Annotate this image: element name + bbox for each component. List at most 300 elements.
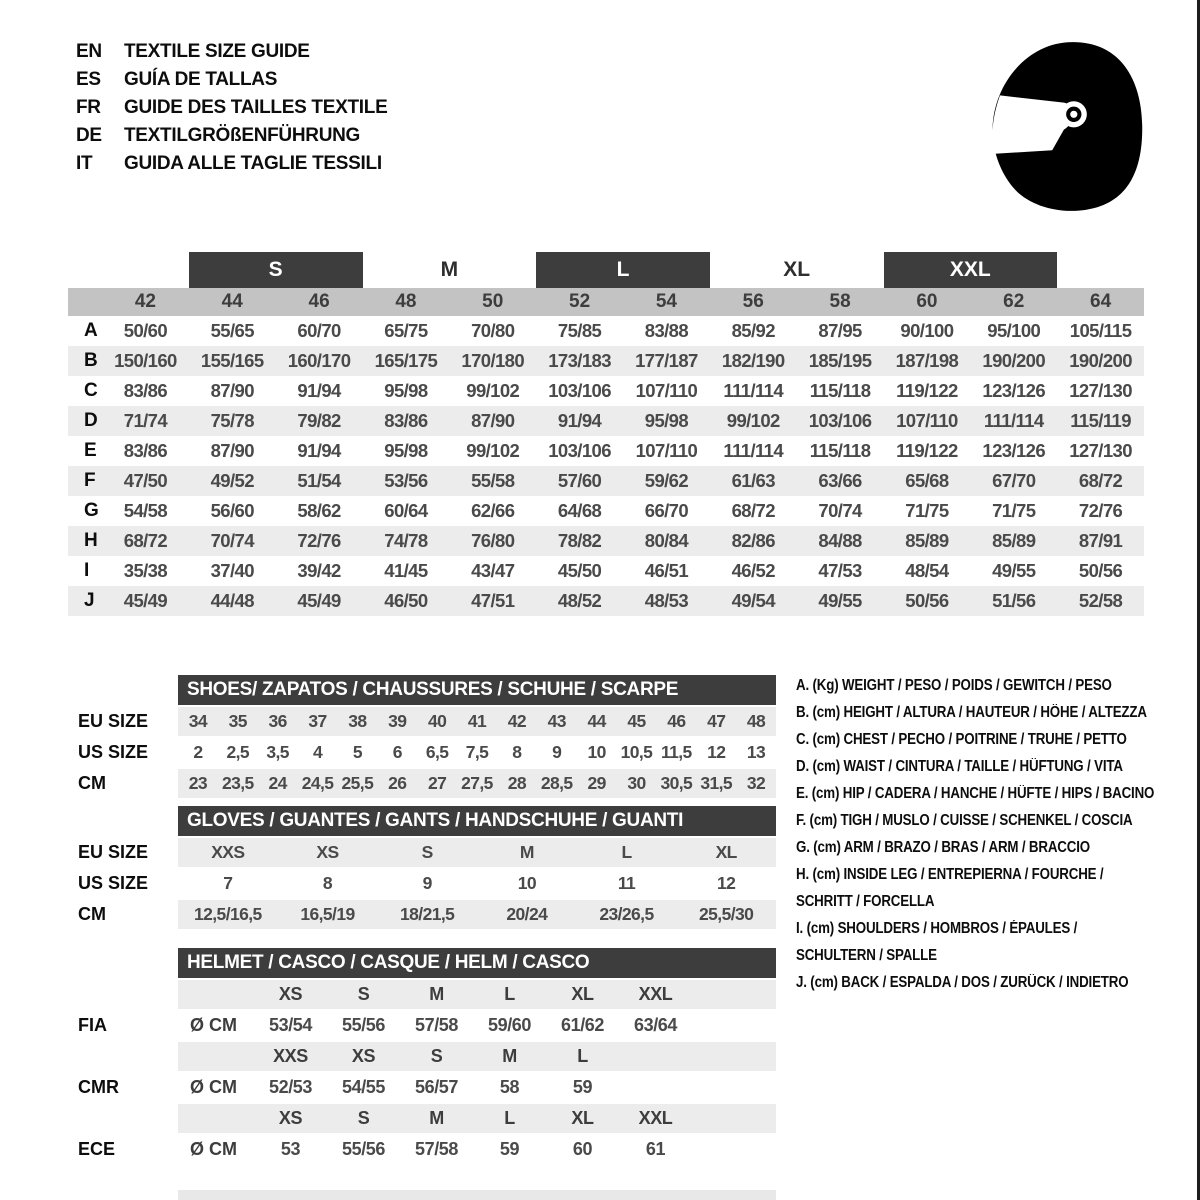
measurement-value: 173/183 — [548, 350, 611, 371]
shoes-table-title: SHOES/ ZAPATOS / CHAUSSURES / SCHUHE / SCARPE — [178, 675, 776, 705]
shoes-value: 26 — [388, 773, 407, 793]
measurement-value: 71/75 — [905, 500, 949, 521]
measurement-value: 87/90 — [210, 440, 254, 461]
size-number: 60 — [916, 291, 938, 312]
helmet-section — [68, 1104, 776, 1164]
measurement-value: 46/50 — [384, 590, 428, 611]
measurement-value: 91/94 — [297, 380, 341, 401]
size-number: 54 — [655, 291, 677, 312]
measurement-value: 49/55 — [818, 590, 862, 611]
shoes-row-values — [178, 707, 776, 736]
shoes-value: 23 — [188, 773, 208, 793]
gloves-value: XL — [715, 842, 737, 862]
measurement-value: 83/86 — [384, 410, 428, 431]
shoes-table — [68, 675, 776, 798]
helmet-values — [178, 1011, 776, 1040]
gloves-value: 11 — [617, 873, 636, 893]
legend-line: G. (cm) ARM / BRAZO / BRAS / ARM / BRACCIO — [796, 839, 1090, 856]
helmet-size-label: XS — [278, 984, 303, 1004]
language-list — [76, 38, 387, 178]
measurement-value: 68/72 — [731, 500, 775, 521]
measurement-value: 91/94 — [297, 440, 341, 461]
gloves-table — [68, 806, 776, 929]
measurement-value: 127/130 — [1069, 380, 1132, 401]
shoes-value: 29 — [587, 773, 606, 793]
measurement-value: 76/80 — [471, 530, 515, 551]
size-number-row — [68, 288, 1144, 316]
helmet-value: 57/58 — [414, 1139, 459, 1159]
gloves-row-label: US SIZE — [78, 873, 149, 893]
measurement-value: 48/54 — [905, 560, 949, 581]
shoes-value: 38 — [348, 711, 367, 731]
measurement-value: 107/110 — [635, 440, 698, 461]
measurement-values — [102, 316, 1144, 346]
shoes-value: 43 — [547, 711, 566, 731]
shoes-row-label: US SIZE — [78, 742, 149, 762]
helmet-value-row — [68, 1011, 776, 1040]
helmet-value: 60 — [572, 1139, 593, 1159]
language-row — [76, 66, 387, 94]
measurement-value: 127/130 — [1069, 440, 1132, 461]
measurement-value: 48/52 — [557, 590, 602, 611]
helmet-size-label: S — [430, 1046, 443, 1066]
shoes-value: 28 — [507, 773, 526, 793]
shoes-value: 39 — [388, 711, 407, 731]
shoes-row-values — [178, 738, 776, 767]
measurement-row-label: G — [84, 500, 99, 521]
measurement-legend — [796, 672, 1196, 996]
helmet-size-label: XXL — [638, 1108, 673, 1128]
measurement-value: 95/98 — [384, 380, 428, 401]
measurement-value: 50/56 — [1078, 560, 1123, 581]
helmet-size-label: XL — [571, 984, 594, 1004]
helmet-size-label: XXL — [638, 984, 673, 1004]
measurement-value: 50/60 — [123, 320, 168, 341]
measurement-values — [102, 466, 1144, 496]
shoes-value: 24 — [268, 773, 287, 793]
helmet-size-label: XL — [571, 1108, 594, 1128]
gloves-row — [68, 900, 776, 929]
shoes-rows — [68, 707, 776, 798]
measurement-values — [102, 376, 1144, 406]
helmet-unit-label: Ø CM — [190, 1015, 237, 1035]
shoes-value: 30,5 — [660, 773, 693, 793]
measurement-row-label: A — [84, 320, 98, 341]
gloves-value: S — [421, 842, 433, 862]
shoes-value: 2,5 — [226, 742, 250, 762]
measurement-value: 64/68 — [557, 500, 602, 521]
shoes-value: 3,5 — [266, 742, 289, 762]
size-number: 48 — [395, 291, 417, 312]
measurement-value: 47/53 — [818, 560, 862, 581]
measurement-value: 65/75 — [384, 320, 428, 341]
measurement-value: 43/47 — [471, 560, 515, 581]
measurement-row — [68, 526, 1144, 556]
gloves-row-label: EU SIZE — [78, 842, 149, 862]
measurement-value: 37/40 — [210, 560, 254, 581]
language-code: DE — [76, 125, 102, 146]
measurement-value: 105/115 — [1069, 320, 1132, 341]
measurement-value: 45/49 — [123, 590, 168, 611]
shoes-value: 9 — [552, 742, 562, 762]
shoes-value: 44 — [587, 711, 606, 731]
textile-size-table — [68, 252, 1144, 616]
measurement-value: 103/106 — [548, 440, 611, 461]
measurement-value: 44/48 — [210, 590, 254, 611]
helmet-section — [68, 980, 776, 1040]
shoes-value: 24,5 — [301, 773, 334, 793]
helmet-unit-spacer — [178, 1104, 254, 1133]
shoes-value: 31,5 — [700, 773, 733, 793]
language-row — [76, 94, 387, 122]
measurement-value: 91/94 — [557, 410, 602, 431]
gloves-row — [68, 869, 776, 898]
measurement-row — [68, 556, 1144, 586]
gloves-row-values — [178, 838, 776, 867]
helmet-size-label: XXS — [273, 1046, 308, 1066]
size-number: 64 — [1090, 291, 1112, 312]
measurement-value: 87/95 — [818, 320, 862, 341]
helmet-value: 57/58 — [414, 1015, 459, 1035]
measurement-value: 35/38 — [123, 560, 168, 581]
helmet-value-row — [68, 1073, 776, 1102]
measurement-value: 49/54 — [731, 590, 775, 611]
measurement-value: 53/56 — [384, 470, 428, 491]
measurement-value: 95/100 — [987, 320, 1041, 341]
legend-line: A. (Kg) WEIGHT / PESO / POIDS / GEWITCH / PESO — [796, 677, 1112, 694]
measurement-value: 111/114 — [983, 410, 1044, 431]
shoes-value: 47 — [707, 711, 726, 731]
measurement-value: 78/82 — [557, 530, 602, 551]
measurement-row — [68, 376, 1144, 406]
measurement-row-label: I — [84, 560, 90, 581]
measurement-row-label: B — [84, 350, 98, 371]
language-title: GUÍA DE TALLAS — [124, 69, 278, 90]
measurement-value: 90/100 — [900, 320, 954, 341]
helmet-size-label: M — [429, 1108, 444, 1128]
measurement-value: 115/118 — [809, 440, 871, 461]
measurement-value: 60/70 — [297, 320, 341, 341]
measurement-value: 75/85 — [557, 320, 602, 341]
size-number: 62 — [1003, 291, 1025, 312]
measurement-value: 56/60 — [210, 500, 254, 521]
helmet-unit-spacer — [178, 980, 254, 1009]
helmet-size-header-row — [68, 1042, 776, 1071]
measurement-value: 63/66 — [818, 470, 862, 491]
shoes-value: 7,5 — [465, 742, 489, 762]
measurement-row-label: J — [84, 590, 95, 611]
measurement-value: 119/122 — [896, 380, 958, 401]
shoes-value: 37 — [308, 711, 327, 731]
measurement-values — [102, 526, 1144, 556]
measurement-value: 87/90 — [471, 410, 515, 431]
measurement-value: 59/62 — [644, 470, 689, 491]
shoes-row-label: EU SIZE — [78, 711, 149, 731]
legend-line: C. (cm) CHEST / PECHO / POITRINE / TRUHE / PETTO — [796, 731, 1127, 748]
shoes-value: 11,5 — [660, 742, 692, 762]
helmet-value: 56/57 — [414, 1077, 459, 1097]
helmet-value: 61/62 — [560, 1015, 605, 1035]
measurement-row — [68, 346, 1144, 376]
measurement-value: 85/89 — [992, 530, 1036, 551]
gloves-table-title: GLOVES / GUANTES / GANTS / HANDSCHUHE / GUANTI — [178, 806, 776, 836]
measurement-value: 60/64 — [384, 500, 428, 521]
legend-line: H. (cm) INSIDE LEG / ENTREPIERNA / FOURCHE / — [796, 866, 1104, 883]
racing-helmet-icon — [973, 30, 1171, 222]
measurement-value: 182/190 — [721, 350, 785, 371]
gloves-row-label: CM — [78, 904, 106, 924]
helmet-value: 61 — [645, 1139, 666, 1159]
gloves-value: 20/24 — [506, 904, 548, 924]
measurement-value: 39/42 — [297, 560, 341, 581]
measurement-value: 119/122 — [896, 440, 958, 461]
measurement-value: 83/88 — [644, 320, 689, 341]
shoes-value: 23,5 — [221, 773, 254, 793]
measurement-value: 84/88 — [818, 530, 862, 551]
gloves-value: 18/21,5 — [400, 904, 455, 924]
language-title: TEXTILGRÖßENFÜHRUNG — [124, 125, 361, 146]
measurement-value: 55/58 — [471, 470, 515, 491]
measurement-value: 111/114 — [723, 440, 784, 461]
shoes-value: 13 — [746, 742, 766, 762]
size-number: 50 — [482, 291, 504, 312]
gloves-value: 12 — [717, 873, 736, 893]
measurement-value: 68/72 — [123, 530, 168, 551]
size-number: 44 — [221, 291, 243, 312]
helmet-sections — [68, 980, 776, 1164]
legend-line: SCHRITT / FORCELLA — [796, 893, 935, 910]
size-group-m: M — [440, 258, 459, 281]
measurement-value: 190/200 — [982, 350, 1046, 371]
helmet-standard-label: CMR — [78, 1077, 119, 1097]
gloves-value: XS — [316, 842, 339, 862]
helmet-size-label: XS — [351, 1046, 376, 1066]
measurement-row — [68, 586, 1144, 616]
measurement-value: 47/50 — [123, 470, 168, 491]
shoes-value: 8 — [512, 742, 522, 762]
size-number: 58 — [829, 291, 851, 312]
measurement-value: 72/76 — [1078, 500, 1123, 521]
shoes-row-label: CM — [78, 773, 106, 793]
legend-line: J. (cm) BACK / ESPALDA / DOS / ZURÜCK / INDIETRO — [796, 974, 1129, 991]
helmet-value: 55/56 — [341, 1139, 386, 1159]
measurement-value: 41/45 — [384, 560, 428, 581]
shoes-row — [68, 707, 776, 736]
measurement-values — [102, 496, 1144, 526]
measurement-value: 85/92 — [731, 320, 775, 341]
size-group-s: S — [189, 252, 363, 288]
gloves-value: XXS — [211, 842, 245, 862]
helmet-value: 58 — [499, 1077, 520, 1097]
shoes-value: 40 — [427, 711, 447, 731]
measurement-row-label: F — [84, 470, 96, 491]
size-number: 46 — [308, 291, 330, 312]
shoes-value: 45 — [627, 711, 646, 731]
helmet-table-title: HELMET / CASCO / CASQUE / HELM / CASCO — [178, 948, 776, 978]
gloves-value: 16,5/19 — [300, 904, 355, 924]
measurement-value: 103/106 — [808, 410, 872, 431]
helmet-table — [68, 948, 776, 1164]
measurement-value: 72/76 — [297, 530, 341, 551]
shoes-value: 25,5 — [341, 773, 374, 793]
size-number: 52 — [569, 291, 591, 312]
legend-line: E. (cm) HIP / CADERA / HANCHE / HÜFTE / HIPS / BACINO — [796, 785, 1155, 802]
measurement-values — [102, 346, 1144, 376]
measurement-value: 62/66 — [471, 500, 515, 521]
measurement-value: 150/160 — [114, 350, 177, 371]
legend-line: D. (cm) WAIST / CINTURA / TAILLE / HÜFTUNG / VITA — [796, 758, 1123, 775]
measurement-values — [102, 586, 1144, 616]
gloves-value: 7 — [223, 873, 233, 893]
measurement-value: 68/72 — [1078, 470, 1123, 491]
measurement-value: 107/110 — [896, 410, 958, 431]
legend-line: B. (cm) HEIGHT / ALTURA / HAUTEUR / HÖHE / ALTEZZA — [796, 704, 1147, 721]
measurement-value: 123/126 — [982, 380, 1046, 401]
measurement-value: 185/195 — [808, 350, 872, 371]
shoes-value: 27 — [427, 773, 447, 793]
measurement-value: 160/170 — [287, 350, 351, 371]
size-number: 56 — [742, 291, 764, 312]
language-title: GUIDE DES TAILLES TEXTILE — [124, 97, 388, 118]
gloves-value: 12,5/16,5 — [194, 904, 262, 924]
size-group-xxl: XXL — [884, 252, 1058, 288]
measurement-value: 46/51 — [644, 560, 689, 581]
shoes-value: 6 — [392, 742, 402, 762]
measurement-value: 87/90 — [210, 380, 254, 401]
language-row — [76, 150, 387, 178]
gloves-row-values — [178, 869, 776, 898]
measurement-value: 170/180 — [461, 350, 525, 371]
measurement-value: 155/165 — [200, 350, 264, 371]
shoes-value: 41 — [467, 711, 487, 731]
helmet-value: 53/54 — [268, 1015, 313, 1035]
measurement-value: 71/75 — [992, 500, 1036, 521]
helmet-size-label: L — [577, 1046, 588, 1066]
measurement-value: 83/86 — [123, 380, 168, 401]
measurement-value: 79/82 — [297, 410, 341, 431]
shoes-row — [68, 738, 776, 767]
measurement-value: 99/102 — [466, 440, 520, 461]
helmet-size-label: L — [504, 984, 515, 1004]
size-number: 42 — [134, 291, 156, 312]
measurement-value: 107/110 — [635, 380, 698, 401]
measurement-value: 80/84 — [644, 530, 689, 551]
measurement-value: 45/49 — [297, 590, 341, 611]
helmet-value: 54/55 — [341, 1077, 386, 1097]
language-code: FR — [76, 97, 101, 118]
measurement-value: 67/70 — [992, 470, 1036, 491]
legend-line: SCHULTERN / SPALLE — [796, 947, 937, 964]
gloves-rows — [68, 838, 776, 929]
helmet-value: 53 — [280, 1139, 301, 1159]
shoes-value: 35 — [228, 711, 247, 731]
language-row — [76, 122, 387, 150]
measurement-value: 49/55 — [992, 560, 1036, 581]
measurement-row-label: D — [84, 410, 98, 431]
size-group-xl: XL — [783, 258, 811, 281]
shoes-value: 10,5 — [620, 742, 653, 762]
helmet-value: 59 — [572, 1077, 593, 1097]
measurement-value: 177/187 — [635, 350, 698, 371]
helmet-row-spacer — [68, 1104, 178, 1133]
measurement-value: 95/98 — [644, 410, 689, 431]
shoes-value: 42 — [507, 711, 526, 731]
helmet-size-label: S — [357, 984, 370, 1004]
size-group-header — [68, 252, 1144, 288]
measurement-value: 111/114 — [723, 380, 784, 401]
measurement-value: 48/53 — [644, 590, 689, 611]
measurement-value: 87/91 — [1078, 530, 1123, 551]
helmet-value: 59 — [499, 1139, 520, 1159]
helmet-size-header-row — [68, 980, 776, 1009]
shoes-value: 10 — [587, 742, 606, 762]
lower-tables — [68, 675, 776, 1164]
measurement-value: 50/56 — [905, 590, 949, 611]
gloves-value: 8 — [322, 873, 333, 893]
measurement-value: 55/65 — [210, 320, 254, 341]
measurement-value: 74/78 — [384, 530, 428, 551]
gloves-value: M — [519, 842, 534, 862]
language-code: EN — [76, 41, 102, 62]
measurement-value: 165/175 — [374, 350, 438, 371]
helmet-unit-label: Ø CM — [190, 1077, 237, 1097]
measurement-value: 51/54 — [297, 470, 341, 491]
language-code: IT — [76, 153, 93, 174]
measurement-value: 99/102 — [726, 410, 780, 431]
shoes-value: 12 — [707, 742, 726, 762]
measurement-value: 49/52 — [210, 470, 254, 491]
helmet-size-label: S — [357, 1108, 370, 1128]
gloves-value: L — [621, 842, 632, 862]
helmet-size-label: XS — [278, 1108, 303, 1128]
helmet-standard-label: FIA — [78, 1015, 107, 1035]
gloves-value: 25,5/30 — [699, 904, 754, 924]
helmet-unit-label: Ø CM — [190, 1139, 237, 1159]
helmet-value: 52/53 — [268, 1077, 313, 1097]
shoes-value: 36 — [268, 711, 287, 731]
helmet-row-spacer — [68, 1042, 178, 1071]
helmet-standard-label: ECE — [78, 1139, 116, 1159]
measurement-values — [102, 406, 1144, 436]
measurement-row — [68, 316, 1144, 346]
measurement-value: 51/56 — [992, 590, 1036, 611]
measurement-value: 190/200 — [1069, 350, 1132, 371]
gloves-row — [68, 838, 776, 867]
shoes-value: 48 — [746, 711, 766, 731]
measurement-value: 70/80 — [471, 320, 515, 341]
gloves-value: 9 — [422, 873, 432, 893]
measurement-values — [102, 436, 1144, 466]
helmet-size-labels — [178, 980, 776, 1009]
legend-line: I. (cm) SHOULDERS / HOMBROS / ÉPAULES / — [796, 920, 1078, 937]
measurement-value: 52/58 — [1078, 590, 1123, 611]
measurement-row — [68, 496, 1144, 526]
measurement-value: 83/86 — [123, 440, 168, 461]
measurement-value: 47/51 — [471, 590, 515, 611]
measurement-value: 85/89 — [905, 530, 949, 551]
measurement-row-label: H — [84, 530, 98, 551]
shoes-value: 27,5 — [461, 773, 493, 793]
measurement-value: 54/58 — [123, 500, 168, 521]
measurement-rows — [68, 316, 1144, 616]
shoes-value: 32 — [746, 773, 766, 793]
measurement-value: 103/106 — [548, 380, 611, 401]
shoes-row-values — [178, 769, 776, 798]
shoes-value: 28,5 — [540, 773, 573, 793]
language-code: ES — [76, 69, 101, 90]
measurement-value: 66/70 — [644, 500, 689, 521]
language-title: GUIDA ALLE TAGLIE TESSILI — [124, 153, 382, 174]
